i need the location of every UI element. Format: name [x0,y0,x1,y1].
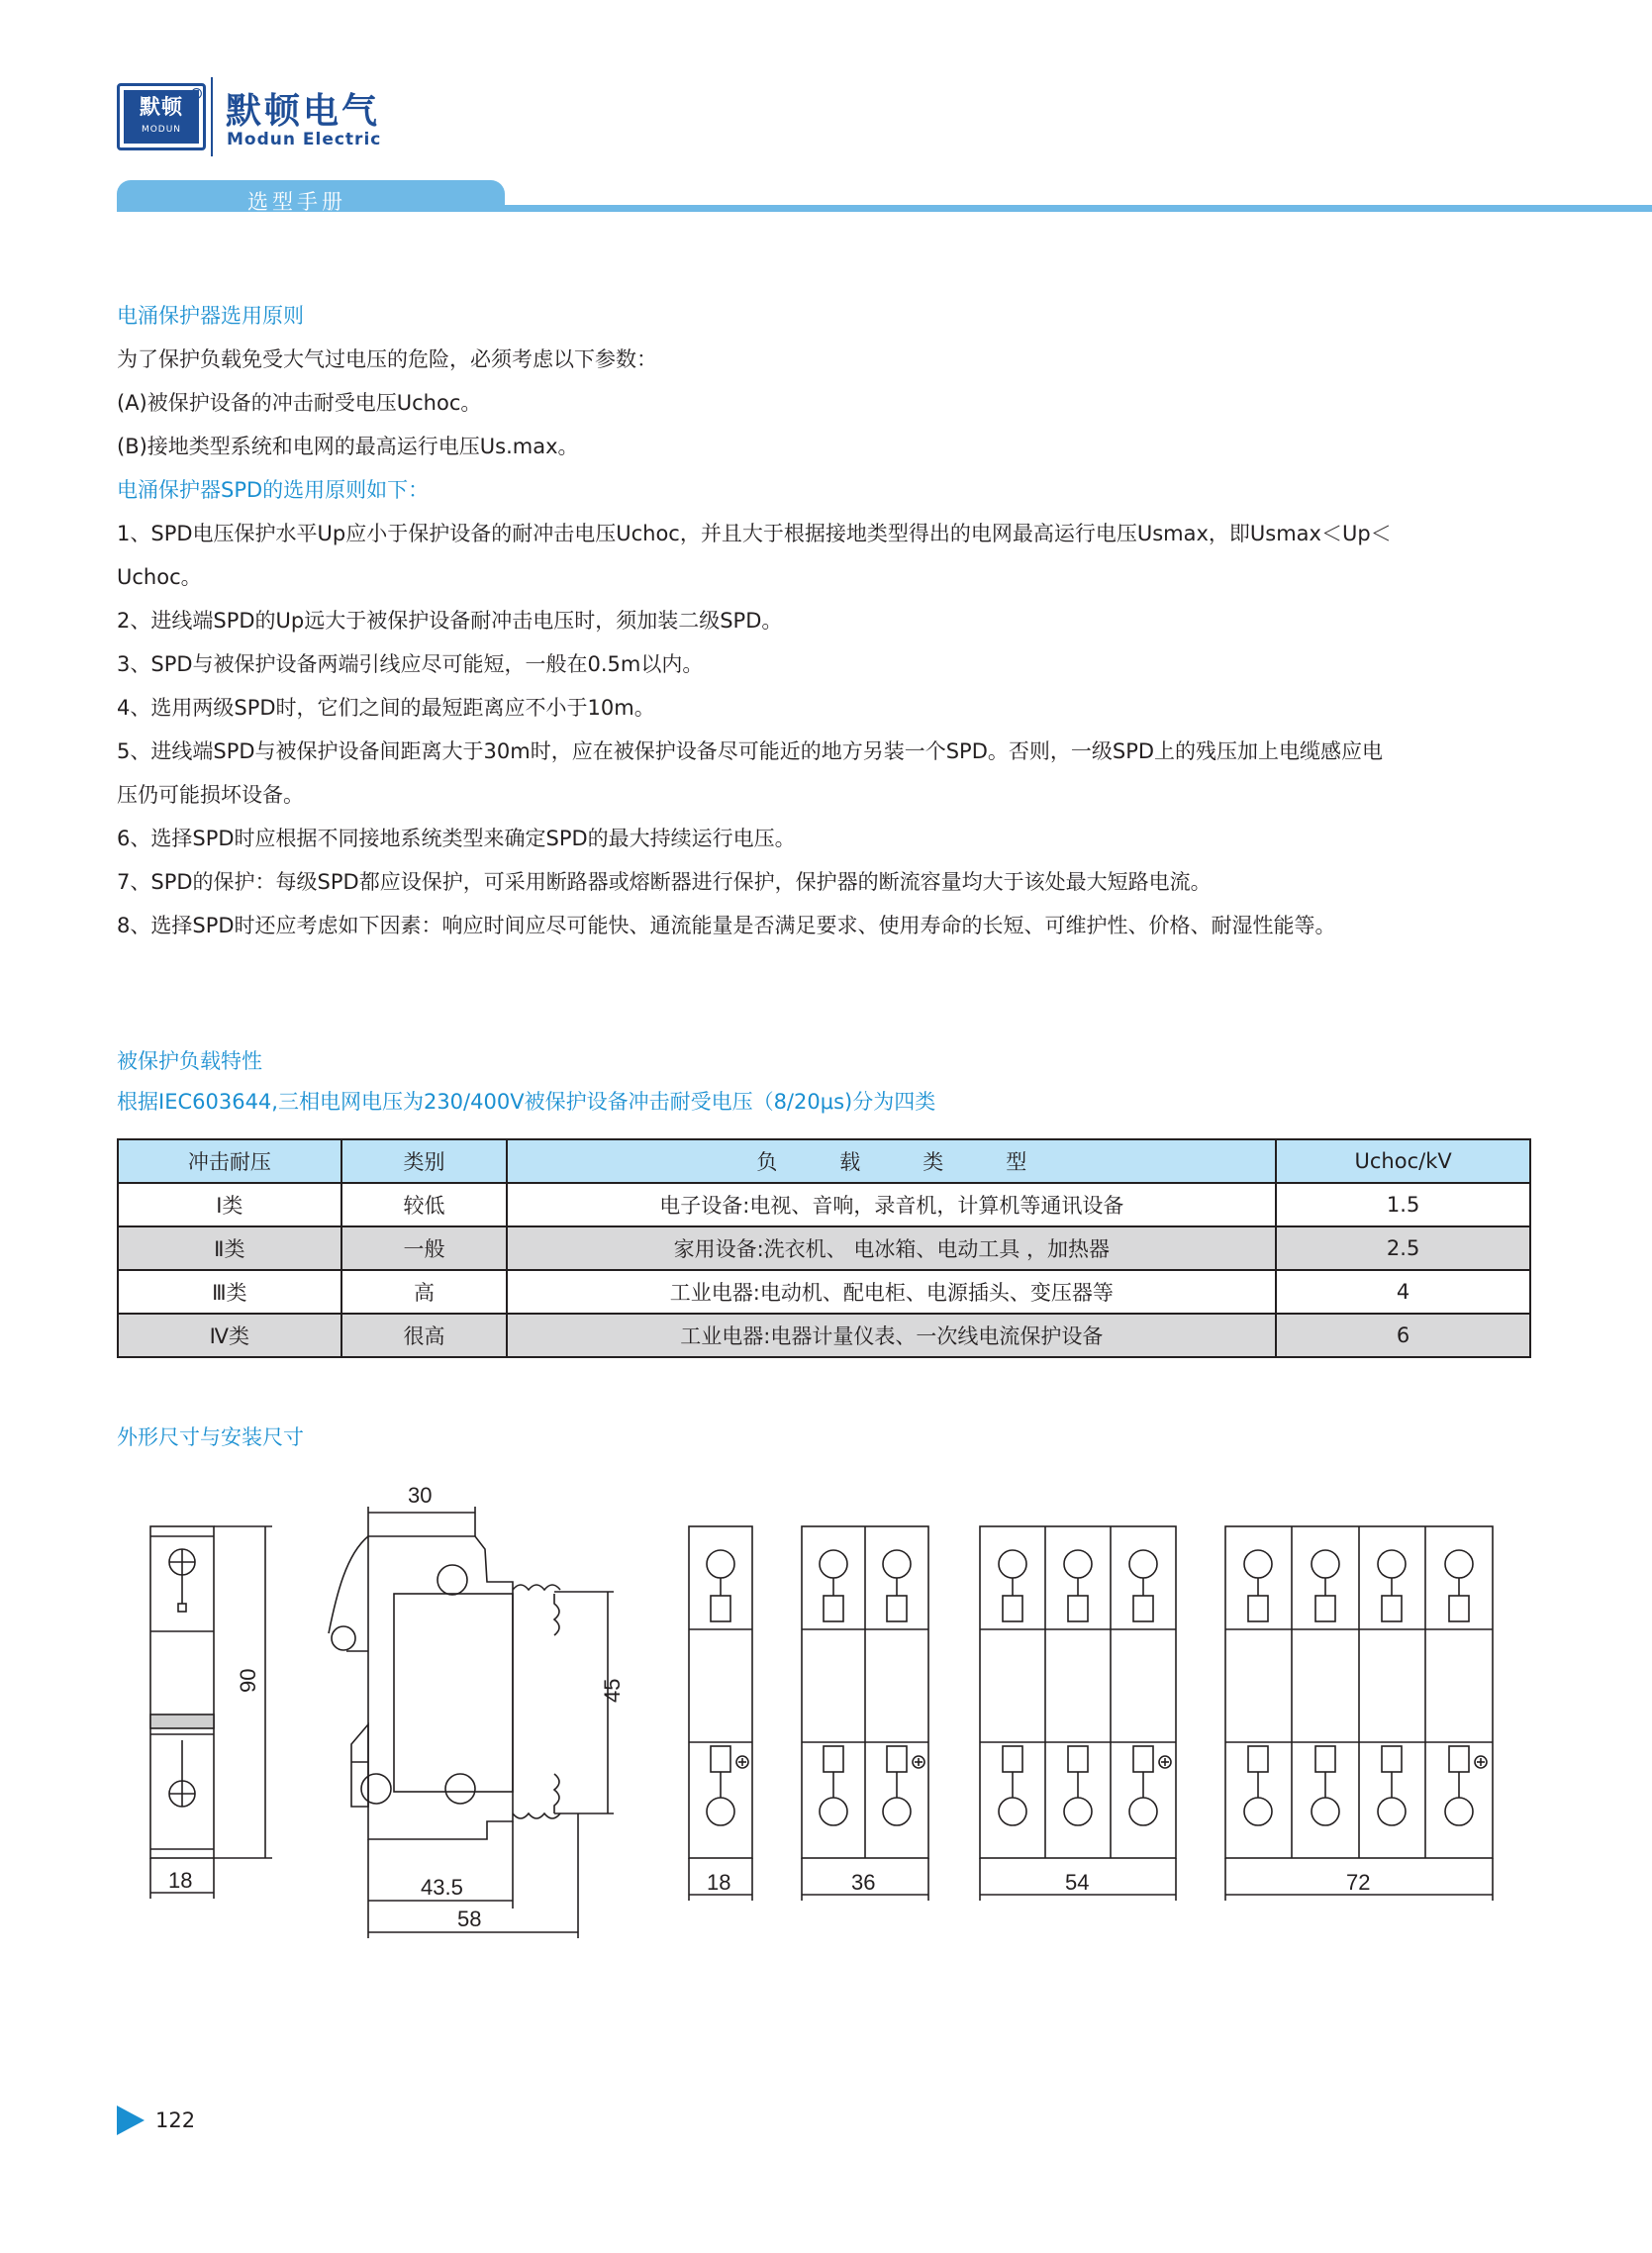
logo-divider [211,77,213,156]
module-3p [980,1526,1176,1901]
table-cell: 2.5 [1276,1226,1530,1270]
rule-line: 5、进线端SPD与被保护设备间距离大于30m时，应在被保护设备尽可能近的地方另装一个SPD。否则，一级SPD上的残压加上电缆感应电 [117,739,1384,763]
front-view [150,1526,272,1899]
dim-side-depth-1: 43.5 [421,1875,463,1900]
table-cell: 1.5 [1276,1183,1530,1226]
dim-side-depth-2: 58 [457,1907,482,1931]
table-cell: 很高 [341,1314,508,1357]
dim-side-height: 45 [600,1678,625,1703]
brand-name-english: Modun Electric [227,130,382,149]
load-classification-note: 根据IEC603644,三相电网电压为230/400V被保护设备冲击耐受电压（8/20μs)分为四类 [117,1090,936,1114]
table-cell: 家用设备:洗衣机、 电冰箱、电动工具 ，加热器 [507,1226,1276,1270]
table-cell: 4 [1276,1270,1530,1314]
table-row [118,1270,1530,1314]
dim-width-4p: 72 [1346,1870,1371,1895]
table-header-row [118,1139,1530,1183]
dim-front-width: 18 [168,1868,193,1893]
rule-line: 8、选择SPD时还应考虑如下因素：响应时间应尽可能快、通流能量是否满足要求、使用寿命的长短、可维护性、价格、耐湿性能等。 [117,914,1336,937]
header-cell: 负 载 类 型 [507,1139,1276,1183]
load-category-table [117,1138,1531,1358]
logo-inner [124,90,199,144]
table-row [118,1226,1530,1270]
table-row [118,1183,1530,1226]
spd-rules-subtitle: 电涌保护器SPD的选用原则如下： [117,478,430,502]
table-cell: Ⅰ类 [118,1183,341,1226]
side-view [329,1507,614,1938]
section-title-selection-principles: 电涌保护器选用原则 [117,304,304,328]
rule-line: 7、SPD的保护：每级SPD都应设保护，可采用断路器或熔断器进行保护，保护器的断流容量均大于该处最大短路电流。 [117,870,1212,894]
dim-width-3p: 54 [1065,1870,1090,1895]
rule-line: 1、SPD电压保护水平Up应小于保护设备的耐冲击电压Uchoc，并且大于根据接地类型得出的电网最高运行电压Usmax，即Usmax＜Up＜ [117,522,1392,545]
header-cell: 类别 [341,1139,508,1183]
section-title-dimensions: 外形尺寸与安装尺寸 [117,1425,304,1449]
registered-mark: ® [189,85,204,103]
header-rule [117,205,1652,212]
brand-name-chinese: 默顿电气 [226,91,381,132]
section-title-load-characteristics: 被保护负载特性 [117,1049,262,1073]
page-marker-icon [117,2106,145,2135]
intro-text: 为了保护负载免受大气过电压的危险，必须考虑以下参数： [117,347,657,371]
dim-width-2p: 36 [851,1870,876,1895]
table-row [118,1314,1530,1357]
param-b: (B)接地类型系统和电网的最高运行电压Us.max。 [117,435,579,458]
rule-line: 2、进线端SPD的Up远大于被保护设备耐冲击电压时，须加装二级SPD。 [117,609,783,633]
rule-line: 6、选择SPD时应根据不同接地系统类型来确定SPD的最大持续运行电压。 [117,827,796,850]
table-cell: Ⅲ类 [118,1270,341,1314]
table-cell: Ⅳ类 [118,1314,341,1357]
rule-line: 压仍可能损坏设备。 [117,783,304,807]
logo-chinese: 默顿 [140,95,183,119]
table-cell: 6 [1276,1314,1530,1357]
dim-side-top: 30 [408,1483,433,1508]
header-cell: 冲击耐压 [118,1139,341,1183]
header-tab-label: 选型手册 [247,190,346,214]
table-cell: 工业电器:电动机、配电柜、电源插头、变压器等 [507,1270,1276,1314]
param-a: (A)被保护设备的冲击耐受电压Uchoc。 [117,391,482,415]
header-cell: Uchoc/kV [1276,1139,1530,1183]
module-4p [1225,1526,1493,1901]
dim-front-height: 90 [236,1668,260,1693]
rule-line: 4、选用两级SPD时，它们之间的最短距离应不小于10m。 [117,696,655,720]
table-cell: 工业电器:电器计量仪表、一次线电流保护设备 [507,1314,1276,1357]
table-cell: 一般 [341,1226,508,1270]
logo-english: MODUN [141,125,182,135]
module-2p [802,1526,928,1901]
page-number: 122 [155,2108,196,2132]
table-cell: 电子设备:电视、音响，录音机，计算机等通讯设备 [507,1183,1276,1226]
module-1p [689,1526,752,1901]
table-cell: Ⅱ类 [118,1226,341,1270]
table-cell: 较低 [341,1183,508,1226]
dim-width-1p: 18 [707,1870,731,1895]
rule-line: 3、SPD与被保护设备两端引线应尽可能短，一般在0.5m以内。 [117,652,704,676]
rule-line: Uchoc。 [117,565,202,589]
dimension-drawing [139,1465,1544,1960]
table-cell: 高 [341,1270,508,1314]
